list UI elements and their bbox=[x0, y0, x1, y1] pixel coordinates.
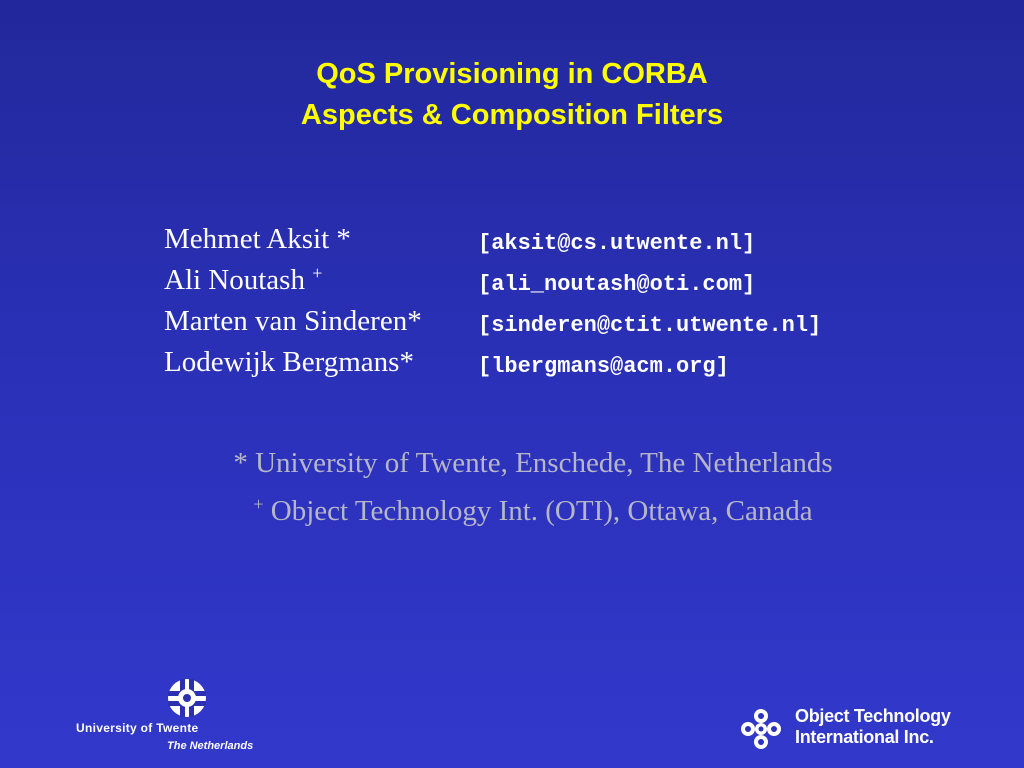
affiliation-oti bbox=[0, 491, 1024, 531]
author-row-sinderen bbox=[164, 301, 964, 342]
author-affiliation-mark: * bbox=[336, 223, 351, 255]
university-of-twente-logo bbox=[60, 676, 300, 760]
author-name-text: Mehmet Aksit bbox=[164, 223, 330, 255]
author-name-text: Marten van Sinderen bbox=[164, 305, 408, 337]
affiliation-mark: * bbox=[233, 447, 248, 479]
affiliation-university-twente bbox=[0, 443, 1024, 483]
slide-title-line-2: Aspects & Composition Filters bbox=[300, 99, 724, 131]
author-row-bergmans bbox=[164, 342, 964, 383]
author-affiliation-mark: * bbox=[399, 346, 414, 378]
university-of-twente-emblem-icon bbox=[165, 676, 209, 720]
oti-logo bbox=[740, 704, 1000, 754]
author-list bbox=[164, 219, 964, 383]
author-affiliation-mark: + bbox=[312, 263, 323, 283]
university-country: The Netherlands bbox=[167, 740, 254, 752]
author-name bbox=[164, 219, 351, 260]
university-name: University of Twente bbox=[76, 721, 199, 735]
oti-flower-emblem-icon bbox=[740, 708, 782, 750]
author-email: [ali_noutash@oti.com] bbox=[478, 272, 756, 297]
author-row-aksit bbox=[164, 219, 964, 260]
oti-name-line-2: International Inc. bbox=[795, 727, 934, 747]
author-name-text: Lodewijk Bergmans bbox=[164, 346, 400, 378]
affiliation-mark: + bbox=[253, 494, 264, 514]
author-name bbox=[164, 260, 322, 301]
affiliation-text: Object Technology Int. (OTI), Ottawa, Canada bbox=[270, 495, 813, 527]
author-email: [lbergmans@acm.org] bbox=[478, 354, 729, 379]
author-email: [sinderen@ctit.utwente.nl] bbox=[478, 313, 822, 338]
author-name bbox=[164, 342, 414, 383]
affiliation-text: University of Twente, Enschede, The Netherlands bbox=[255, 447, 833, 479]
slide-title-line-1: QoS Provisioning in CORBA bbox=[316, 58, 708, 90]
author-email: [aksit@cs.utwente.nl] bbox=[478, 231, 756, 256]
author-name-text: Ali Noutash bbox=[164, 264, 305, 296]
oti-company-name bbox=[795, 706, 951, 748]
author-affiliation-mark: * bbox=[407, 305, 422, 337]
slide-title bbox=[0, 54, 1024, 136]
author-row-noutash bbox=[164, 260, 964, 301]
oti-name-line-1: Object Technology bbox=[795, 706, 951, 726]
author-name bbox=[164, 301, 422, 342]
